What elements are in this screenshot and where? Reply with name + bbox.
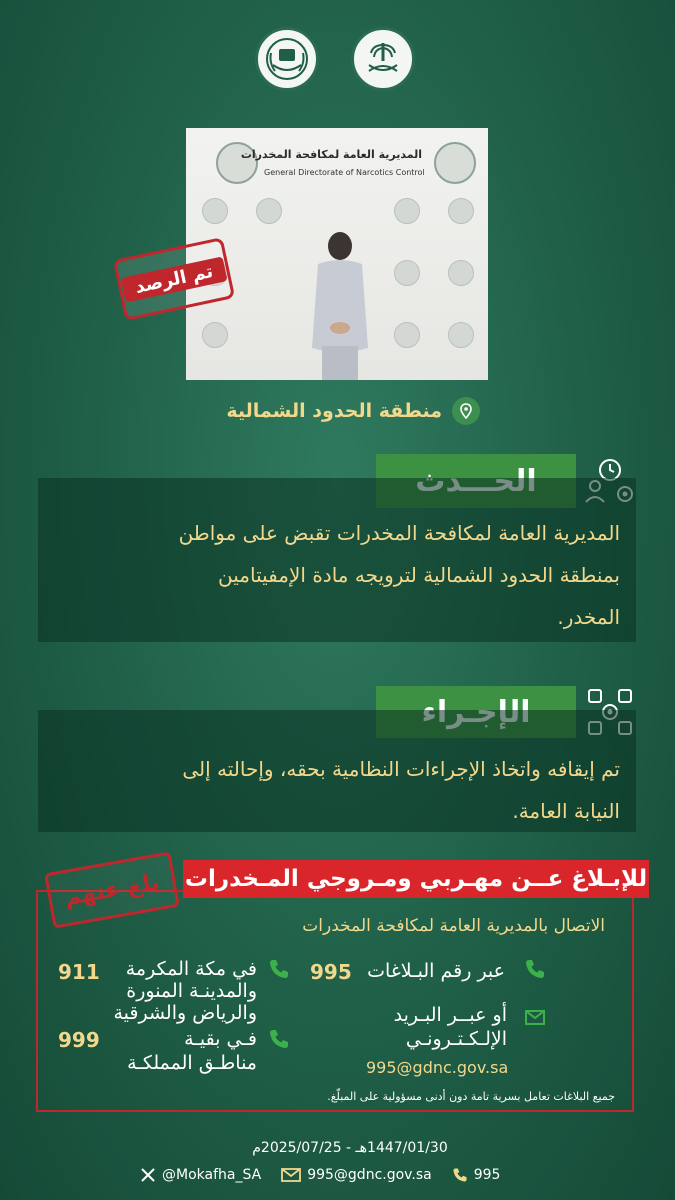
backdrop-emblem-icon <box>448 260 474 286</box>
event-line: بمنطقة الحدود الشمالية لترويجه مادة الإمفيتامين <box>218 563 620 587</box>
action-line: تم إيقافه واتخاذ الإجراءات النظامية بحقه، وإحالته إلى <box>182 757 620 781</box>
confidentiality-disclaimer: جميع البلاغات تعامل بسرية تامة دون أدنى مسؤولية على المبلّغ. <box>327 1090 615 1103</box>
backdrop-emblem-icon <box>448 198 474 224</box>
footer-twitter[interactable] <box>140 1167 261 1183</box>
report-banner: للإبـلاغ عــن مهـربي ومـروجي المـخدرات <box>183 860 649 898</box>
phone-icon <box>452 1167 468 1183</box>
other-regions-line-2: مناطـق المملكـة <box>127 1052 257 1074</box>
arrest-photo <box>186 128 488 380</box>
hotline-label: عبر رقم البـلاغات <box>367 960 505 982</box>
makkah-line-1: في مكة المكرمة <box>125 958 257 980</box>
narcotics-control-emblem-icon <box>255 27 319 91</box>
makkah-number[interactable]: 911 <box>58 960 100 984</box>
saudi-palm-swords-emblem-icon <box>351 27 415 91</box>
region-row <box>190 396 480 426</box>
footer-phone[interactable] <box>452 1167 501 1183</box>
publish-date: 1447/01/30هـ - 2025/07/25م <box>252 1140 448 1156</box>
email-envelope-icon <box>524 1006 546 1028</box>
photo-seal-right-icon <box>434 142 476 184</box>
footer-email-address: 995@gdnc.gov.sa <box>307 1167 432 1183</box>
other-regions-number[interactable]: 999 <box>58 1028 100 1052</box>
report-email[interactable]: 995@gdnc.gov.sa <box>366 1058 509 1077</box>
footer-twitter-handle: @Mokafha_SA <box>162 1167 262 1183</box>
email-label-line1: أو عبــر البـريد <box>393 1004 507 1026</box>
other-regions-line-1: فـي بقيـة <box>184 1028 257 1050</box>
email-envelope-icon <box>281 1167 301 1183</box>
phone-icon <box>524 958 546 980</box>
event-line: المخدر. <box>557 605 620 629</box>
backdrop-emblem-icon <box>394 198 420 224</box>
phone-icon <box>268 958 290 980</box>
phone-icon <box>268 1028 290 1050</box>
backdrop-emblem-icon <box>448 322 474 348</box>
footer-email[interactable] <box>281 1167 432 1183</box>
hotline-number[interactable]: 995 <box>310 960 352 984</box>
report-them-stamp: بلغ عنهم <box>44 851 180 928</box>
photo-header-arabic: المديرية العامة لمكافحة المخدرات <box>240 148 422 161</box>
x-twitter-icon <box>140 1167 156 1183</box>
photo-header-english: General Directorate of Narcotics Control <box>264 168 425 177</box>
footer-phone-number: 995 <box>473 1167 501 1183</box>
event-line: المديرية العامة لمكافحة المخدرات تقبض على مواطن <box>178 521 620 545</box>
contact-subtitle: الاتصال بالمديرية العامة لمكافحة المخدرات <box>302 916 605 936</box>
makkah-line-3: والرياض والشرقية <box>113 1002 257 1024</box>
makkah-line-2: والمدينـة المنورة <box>126 980 257 1002</box>
location-pin-icon <box>452 397 480 425</box>
backdrop-emblem-icon <box>202 198 228 224</box>
backdrop-emblem-icon <box>202 322 228 348</box>
backdrop-emblem-icon <box>394 322 420 348</box>
action-line: النيابة العامة. <box>512 799 620 823</box>
monitored-stamp-label: تم الرصد <box>121 256 227 302</box>
action-panel <box>38 710 636 832</box>
detained-person-figure <box>304 228 376 380</box>
event-panel <box>38 478 636 642</box>
footer-contacts <box>140 1167 500 1183</box>
region-name: منطقة الحدود الشمالية <box>226 400 442 422</box>
backdrop-emblem-icon <box>256 198 282 224</box>
backdrop-emblem-icon <box>394 260 420 286</box>
photo-header <box>186 136 488 186</box>
email-label-line2: الإلـكـتـرونـي <box>405 1028 507 1050</box>
